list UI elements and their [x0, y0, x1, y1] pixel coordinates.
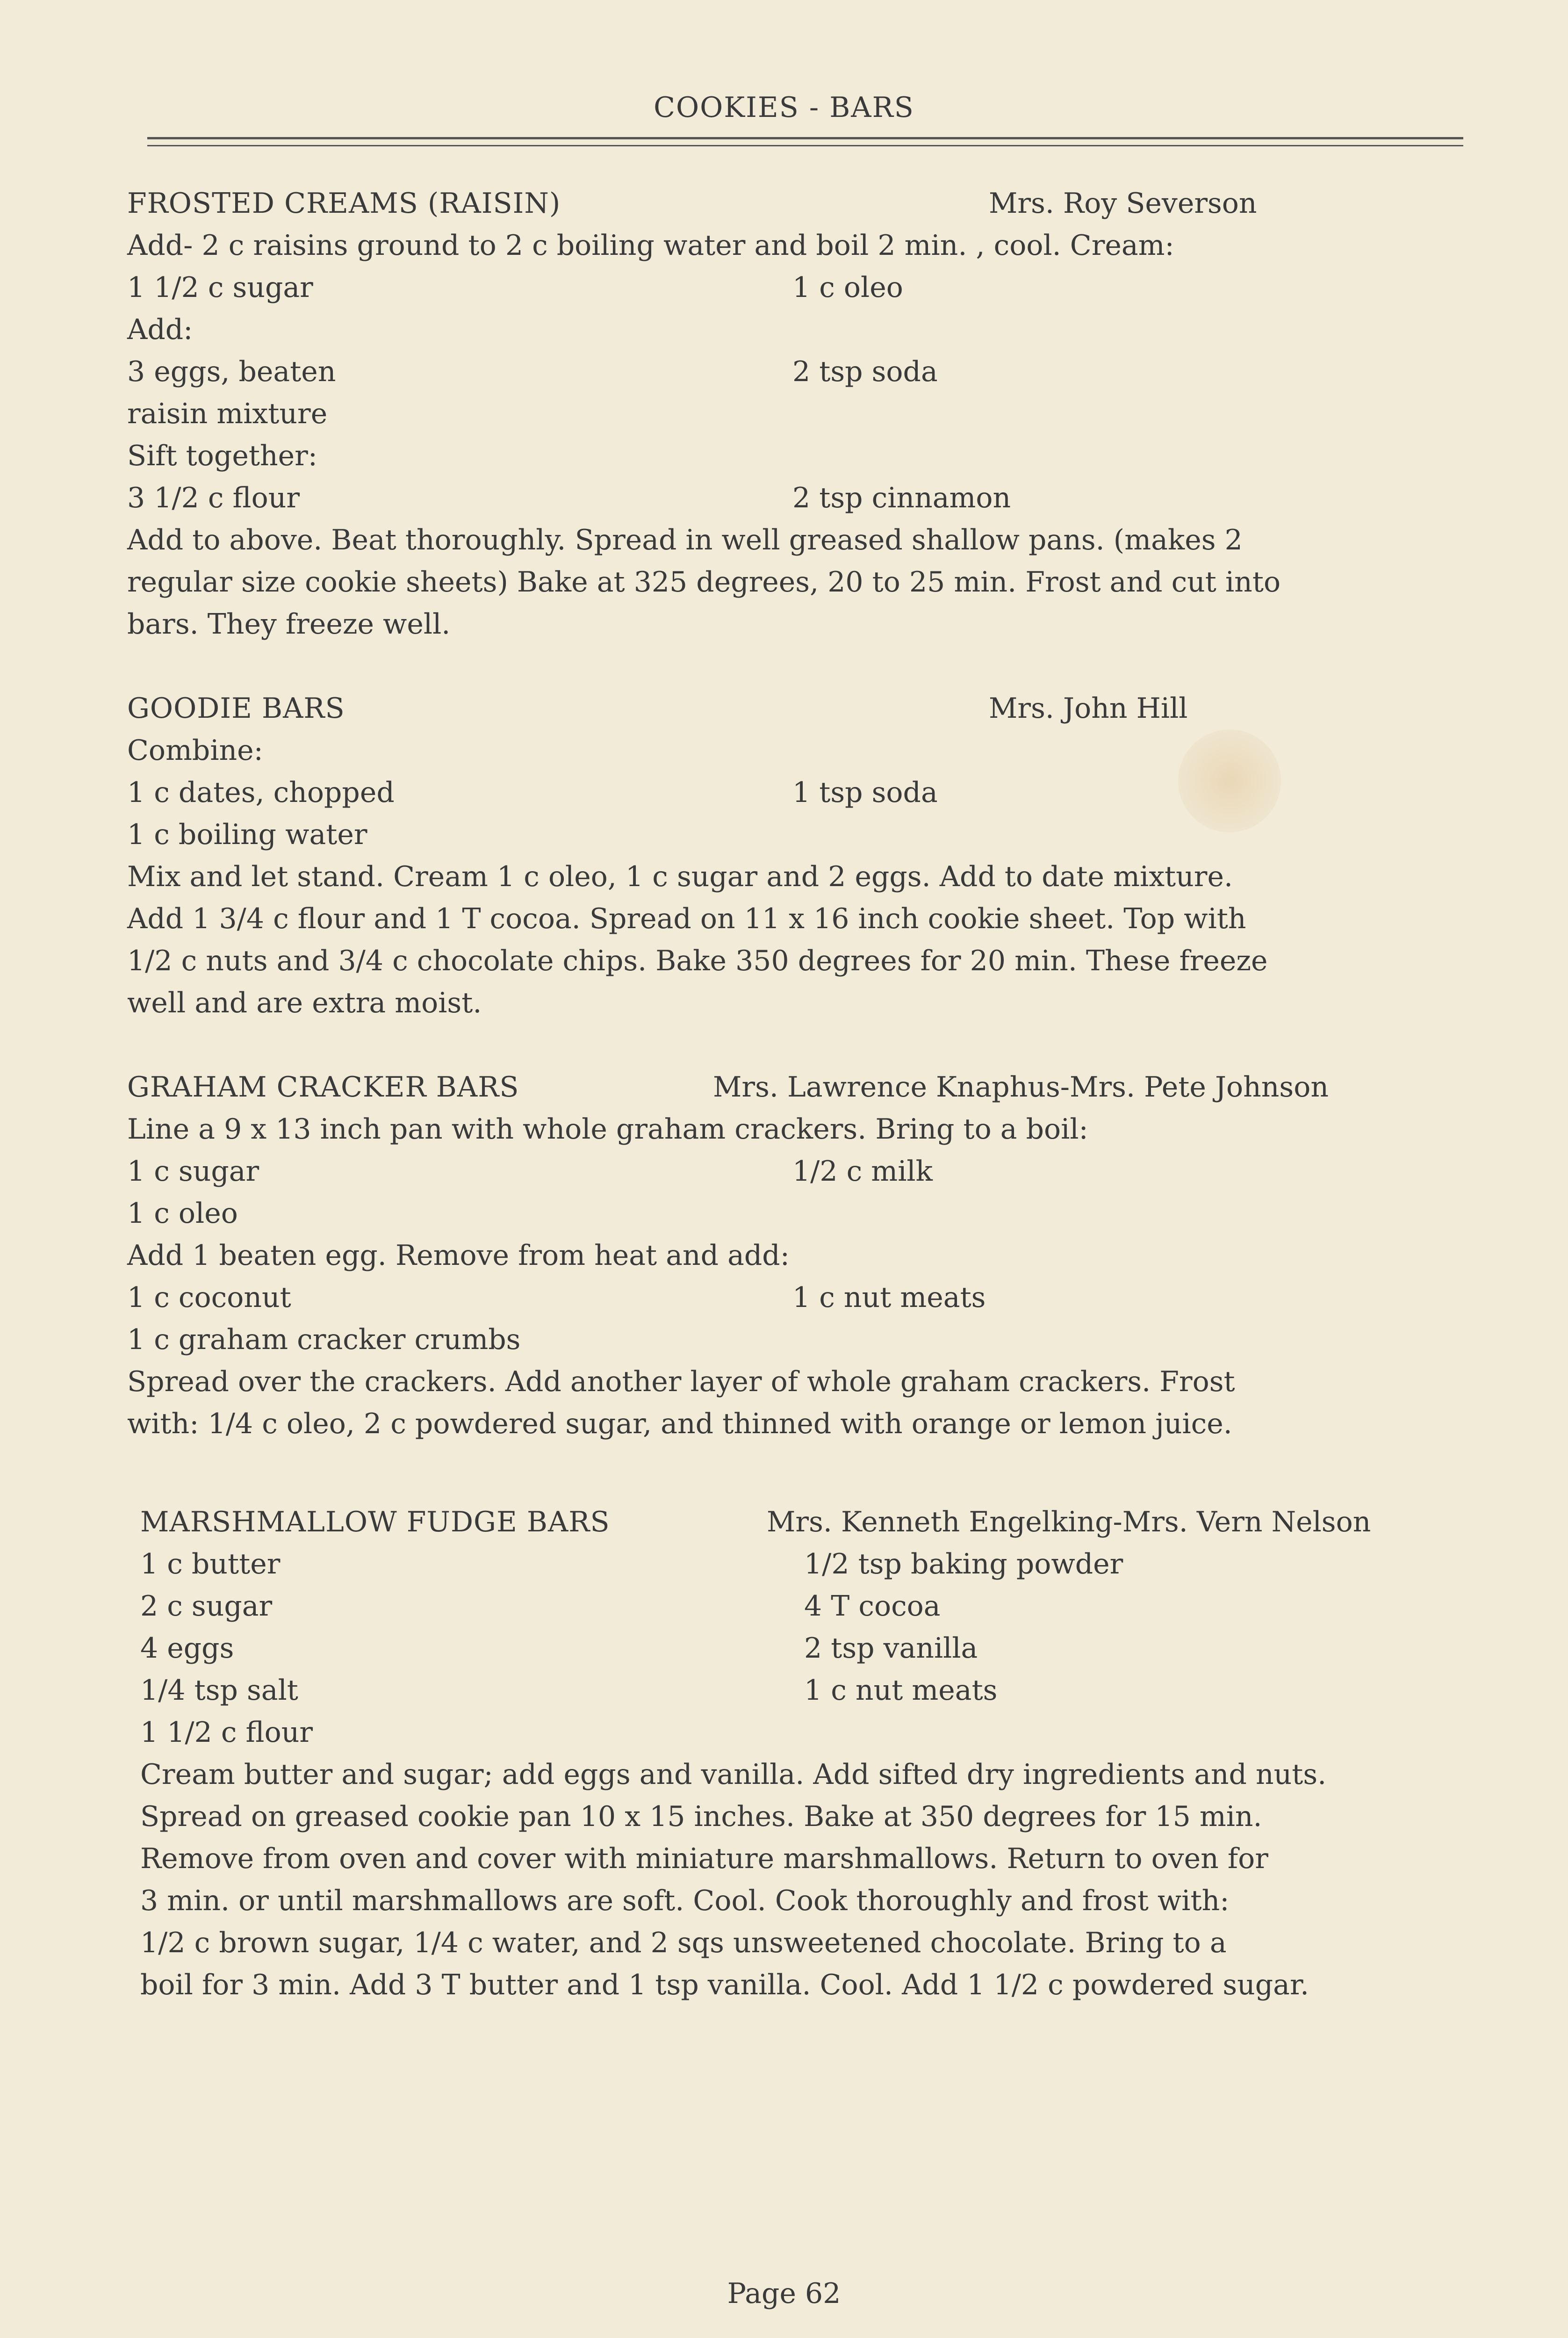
recipe-text: 1/2 c nuts and 3/4 c chocolate chips. Bake 350 degrees for 20 min. These freeze — [127, 945, 1268, 977]
recipe-text: bars. They freeze well. — [127, 608, 451, 641]
ingredient: 4 T cocoa — [804, 1590, 941, 1623]
recipe-text: Combine: — [127, 734, 263, 767]
paper-stain — [1178, 729, 1281, 832]
ingredient: 1/2 c milk — [792, 1155, 933, 1188]
recipe-text: with: 1/4 c oleo, 2 c powdered sugar, and thinned with orange or lemon juice. — [127, 1407, 1232, 1440]
ingredient: 3 eggs, beaten — [127, 355, 336, 388]
recipe-text: Line a 9 x 13 inch pan with whole graham crackers. Bring to a boil: — [127, 1113, 1088, 1146]
header-rule — [147, 137, 1463, 139]
ingredient: 1 c sugar — [127, 1155, 259, 1188]
recipe-text: boil for 3 min. Add 3 T butter and 1 tsp vanilla. Cool. Add 1 1/2 c powdered sugar. — [140, 1969, 1309, 2001]
ingredient: 1 c nut meats — [804, 1674, 998, 1707]
recipe-text: Add- 2 c raisins ground to 2 c boiling water and boil 2 min. , cool. Cream: — [127, 229, 1174, 262]
recipe-text: Add 1 beaten egg. Remove from heat and add: — [127, 1239, 790, 1272]
recipe-title: GOODIE BARS — [127, 692, 345, 725]
ingredient: 1 c dates, chopped — [127, 776, 395, 809]
header-rule — [147, 145, 1463, 146]
recipe-text: Spread over the crackers. Add another layer of whole graham crackers. Frost — [127, 1365, 1235, 1398]
recipe-text: Sift together: — [127, 440, 317, 472]
recipe-text: Cream butter and sugar; add eggs and vanilla. Add sifted dry ingredients and nuts. — [140, 1758, 1327, 1791]
page-number: Page 62 — [727, 2277, 841, 2310]
ingredient: raisin mixture — [127, 397, 328, 430]
recipe-text: well and are extra moist. — [127, 987, 482, 1019]
recipe-title: MARSHMALLOW FUDGE BARS — [140, 1506, 610, 1538]
recipe-author: Mrs. Roy Severson — [989, 187, 1257, 220]
recipe-text: Add: — [127, 313, 193, 346]
ingredient: 2 tsp vanilla — [804, 1632, 978, 1665]
recipe-text: Mix and let stand. Cream 1 c oleo, 1 c sugar and 2 eggs. Add to date mixture. — [127, 860, 1233, 893]
recipe-title: FROSTED CREAMS (RAISIN) — [127, 187, 561, 220]
ingredient: 4 eggs — [140, 1632, 234, 1665]
ingredient: 1 tsp soda — [792, 776, 938, 809]
recipe-text: 1/2 c brown sugar, 1/4 c water, and 2 sqs unsweetened chocolate. Bring to a — [140, 1927, 1227, 1959]
ingredient: 1 c butter — [140, 1548, 281, 1580]
ingredient: 1 c oleo — [792, 271, 903, 304]
ingredient: 2 c sugar — [140, 1590, 273, 1623]
ingredient: 1 c boiling water — [127, 818, 367, 851]
ingredient: 3 1/2 c flour — [127, 482, 300, 514]
ingredient: 2 tsp cinnamon — [792, 482, 1011, 514]
recipe-author: Mrs. Lawrence Knaphus-Mrs. Pete Johnson — [713, 1071, 1329, 1104]
ingredient: 1 1/2 c flour — [140, 1716, 313, 1749]
recipe-title: GRAHAM CRACKER BARS — [127, 1071, 519, 1104]
ingredient: 1 c nut meats — [792, 1281, 986, 1314]
recipe-text: regular size cookie sheets) Bake at 325 degrees, 20 to 25 min. Frost and cut into — [127, 566, 1281, 599]
recipe-text: Add 1 3/4 c flour and 1 T cocoa. Spread on 11 x 16 inch cookie sheet. Top with — [127, 902, 1246, 935]
recipe-author: Mrs. John Hill — [989, 692, 1188, 725]
ingredient: 1/4 tsp salt — [140, 1674, 298, 1707]
ingredient: 1/2 tsp baking powder — [804, 1548, 1123, 1580]
recipe-text: Spread on greased cookie pan 10 x 15 inches. Bake at 350 degrees for 15 min. — [140, 1800, 1262, 1833]
recipe-text: 3 min. or until marshmallows are soft. Cool. Cook thoroughly and frost with: — [140, 1884, 1230, 1917]
recipe-text: Add to above. Beat thoroughly. Spread in well greased shallow pans. (makes 2 — [127, 524, 1243, 556]
ingredient: 2 tsp soda — [792, 355, 938, 388]
page-header: COOKIES - BARS — [654, 91, 914, 124]
ingredient: 1 1/2 c sugar — [127, 271, 313, 304]
recipe-author: Mrs. Kenneth Engelking-Mrs. Vern Nelson — [767, 1506, 1371, 1538]
ingredient: 1 c coconut — [127, 1281, 291, 1314]
recipe-text: Remove from oven and cover with miniature marshmallows. Return to oven for — [140, 1842, 1268, 1875]
ingredient: 1 c oleo — [127, 1197, 238, 1230]
ingredient: 1 c graham cracker crumbs — [127, 1323, 521, 1356]
